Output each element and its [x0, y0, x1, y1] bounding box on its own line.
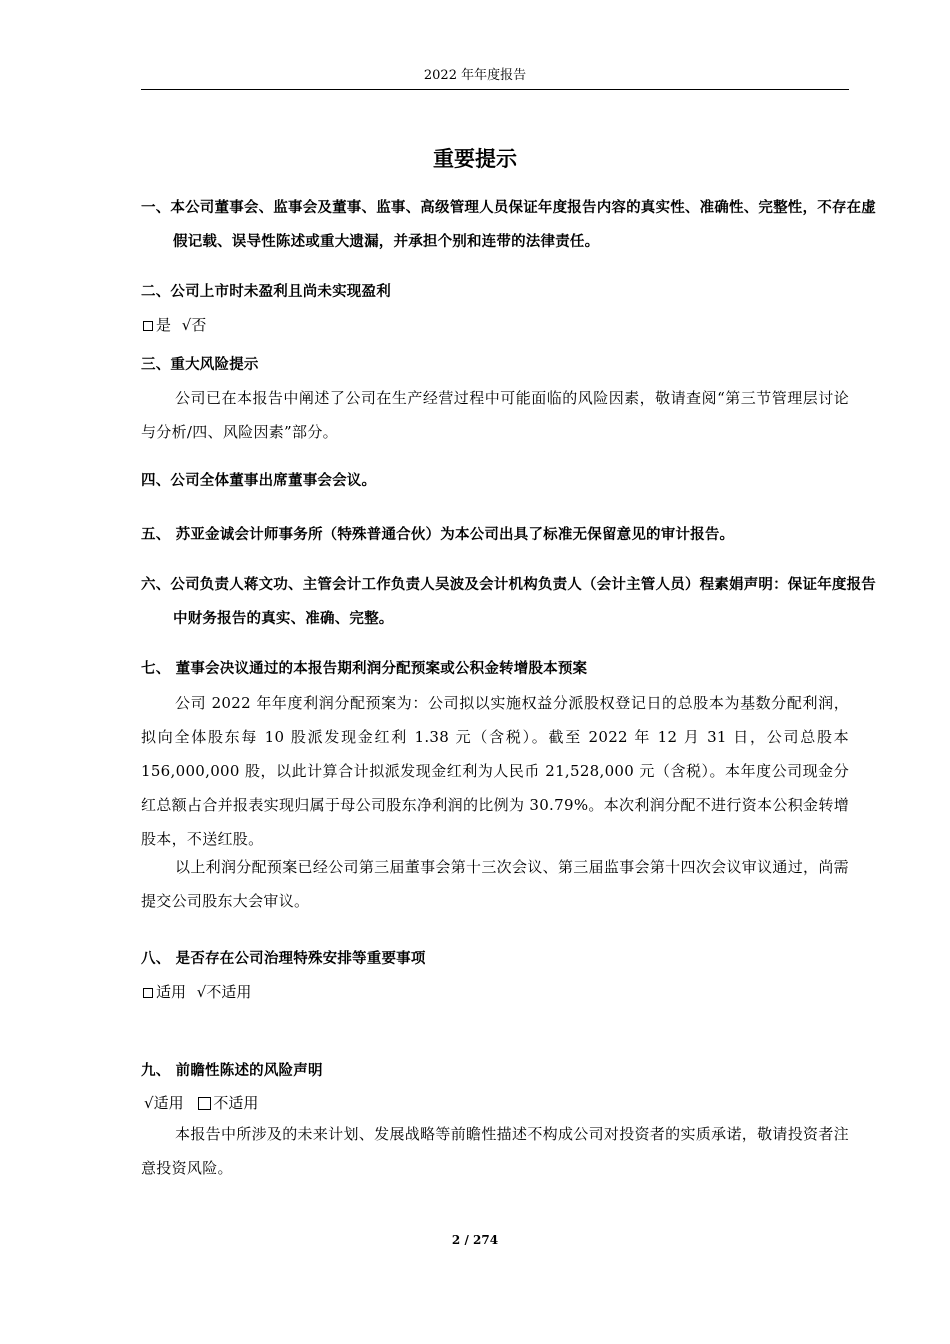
section-2-heading: 二、公司上市时未盈利且尚未实现盈利 — [141, 284, 391, 300]
page-number: 2 / 274 — [451, 1233, 499, 1247]
section-5-heading: 五、 苏亚金诚会计师事务所（特殊普通合伙）为本公司出具了标准无保留意见的审计报告。 — [141, 527, 735, 543]
section-7-body-2: 以上利润分配预案已经公司第三届董事会第十三次会议、第三届监事会第十四次会议审议通过，尚需提交公司股东大会审议。 — [141, 858, 849, 910]
section-2-options — [141, 308, 849, 342]
section-6-heading: 六、公司负责人蒋文功、主管会计工作负责人吴波及会计机构负责人（会计主管人员）程素娟声明：保证年度报告中财务报告的真实、准确、完整。 — [141, 577, 876, 627]
section-1-heading: 一、本公司董事会、监事会及董事、监事、高级管理人员保证年度报告内容的真实性、准确性、完整性，不存在虚假记载、误导性陈述或重大遗漏，并承担个别和连带的法律责任。 — [141, 200, 876, 250]
option-no: 否 — [191, 316, 207, 334]
option-not-applicable: 不适用 — [213, 1094, 259, 1112]
option-applicable: 适用 — [153, 1094, 184, 1112]
section-8-options — [141, 975, 849, 1009]
option-not-applicable: 不适用 — [206, 983, 252, 1001]
unchecked-box-icon — [143, 988, 153, 998]
section-7-body-1: 公司 2022 年年度利润分配预案为：公司拟以实施权益分派股权登记日的总股本为基数分配利润，拟向全体股东每 10 股派发现金红利 1.38 元（含税）。截至 2022 年 12 月 31 日，公司总股本 156,000,000 股，以此计算合计拟派发现金红利为人民币 21,528,000 元（含税）。本年度公司现金分红总额占合并报表实现归属于母公司股东净利润的比例为 30.79%。本次利润分配不进行资本公积金转增股本，不送红股。 — [141, 694, 849, 848]
section-9-body: 本报告中所涉及的未来计划、发展战略等前瞻性描述不构成公司对投资者的实质承诺，敬请投资者注意投资风险。 — [141, 1125, 849, 1177]
check-mark-icon: √ — [181, 316, 192, 334]
unchecked-box-icon — [198, 1097, 211, 1110]
report-header: 2022 年年度报告 — [423, 68, 527, 83]
section-7-heading: 七、 董事会决议通过的本报告期利润分配预案或公积金转增股本预案 — [141, 661, 588, 677]
section-9-options — [141, 1086, 849, 1120]
section-4-heading: 四、公司全体董事出席董事会会议。 — [141, 473, 377, 489]
section-3-body: 公司已在本报告中阐述了公司在生产经营过程中可能面临的风险因素，敬请查阅“第三节管理层讨论与分析/四、风险因素”部分。 — [141, 389, 849, 441]
page-title: 重要提示 — [433, 147, 517, 171]
unchecked-box-icon — [143, 321, 153, 331]
option-yes: 是 — [156, 316, 172, 334]
section-9-heading: 九、 前瞻性陈述的风险声明 — [141, 1063, 323, 1079]
section-3-heading: 三、重大风险提示 — [141, 357, 259, 373]
check-mark-icon: √ — [144, 1094, 154, 1112]
check-mark-icon: √ — [196, 983, 207, 1001]
header-divider — [141, 89, 849, 90]
option-applicable: 适用 — [156, 983, 187, 1001]
section-8-heading: 八、 是否存在公司治理特殊安排等重要事项 — [141, 951, 426, 967]
